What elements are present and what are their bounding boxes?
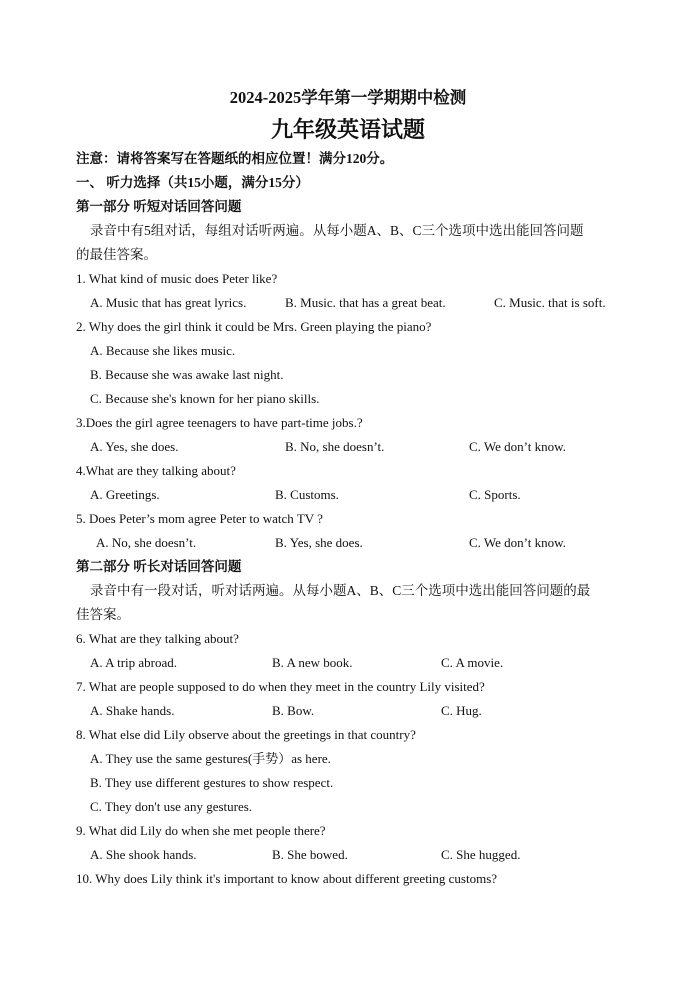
q6-option-c: C. A movie. (441, 655, 504, 670)
q6-option-b: B. A new book. (272, 655, 353, 670)
q3-option-a: A. Yes, she does. (90, 439, 179, 454)
question-1: 1. What kind of music does Peter like? (76, 271, 278, 286)
question-8: 8. What else did Lily observe about the greetings in that country? (76, 727, 416, 742)
question-4: 4.What are they talking about? (76, 463, 236, 478)
q4-option-b: B. Customs. (275, 487, 339, 502)
q8-option-c: C. They don't use any gestures. (90, 799, 253, 814)
q7-option-c: C. Hug. (441, 703, 482, 718)
part1-heading: 第一部分 听短对话回答问题 (76, 199, 242, 214)
part2-heading: 第二部分 听长对话回答问题 (76, 559, 242, 574)
section-heading-listening: 一、 听力选择（共15小题，满分15分） (76, 175, 309, 190)
exam-title: 2024-2025学年第一学期期中检测 (229, 88, 467, 107)
question-10: 10. Why does Lily think it's important to know about different greeting customs? (76, 871, 498, 886)
q5-option-c: C. We don’t know. (469, 535, 566, 550)
q7-option-a: A. Shake hands. (90, 703, 175, 718)
q9-option-c: C. She hugged. (441, 847, 521, 862)
q2-option-c: C. Because she's known for her piano skills. (90, 391, 320, 406)
q1-option-a: A. Music that has great lyrics. (90, 295, 247, 310)
q9-option-a: A. She shook hands. (90, 847, 197, 862)
question-5: 5. Does Peter’s mom agree Peter to watch TV ? (76, 511, 323, 526)
q4-option-c: C. Sports. (469, 487, 521, 502)
question-9: 9. What did Lily do when she met people there? (76, 823, 326, 838)
q8-option-a: A. They use the same gestures(手势）as here. (90, 751, 331, 766)
question-6: 6. What are they talking about? (76, 631, 239, 646)
part2-instruction-line2: 佳答案。 (76, 607, 130, 622)
part1-instruction-line1: 录音中有5组对话，每组对话听两遍。从每小题A、B、C三个选项中选出能回答问题 (90, 223, 584, 238)
q1-option-c: C. Music. that is soft. (494, 295, 606, 310)
question-7: 7. What are people supposed to do when they meet in the country Lily visited? (76, 679, 485, 694)
exam-subtitle: 九年级英语试题 (270, 117, 425, 142)
notice: 注意：请将答案写在答题纸的相应位置！满分120分。 (76, 151, 394, 166)
q5-option-a: A. No, she doesn’t. (96, 535, 197, 550)
part2-instruction-line1: 录音中有一段对话，听对话两遍。从每小题A、B、C三个选项中选出能回答问题的最 (90, 583, 591, 598)
q1-option-b: B. Music. that has a great beat. (285, 295, 446, 310)
q2-option-b: B. Because she was awake last night. (90, 367, 284, 382)
part1-instruction-line2: 的最佳答案。 (76, 247, 157, 262)
q7-option-b: B. Bow. (272, 703, 315, 718)
q6-option-a: A. A trip abroad. (90, 655, 178, 670)
q8-option-b: B. They use different gestures to show respect. (90, 775, 334, 790)
q3-option-c: C. We don’t know. (469, 439, 566, 454)
q2-option-a: A. Because she likes music. (90, 343, 236, 358)
q3-option-b: B. No, she doesn’t. (285, 439, 385, 454)
q4-option-a: A. Greetings. (90, 487, 160, 502)
question-3: 3.Does the girl agree teenagers to have part-time jobs.? (76, 415, 363, 430)
q5-option-b: B. Yes, she does. (275, 535, 363, 550)
question-2: 2. Why does the girl think it could be Mrs. Green playing the piano? (76, 319, 432, 334)
q9-option-b: B. She bowed. (272, 847, 348, 862)
